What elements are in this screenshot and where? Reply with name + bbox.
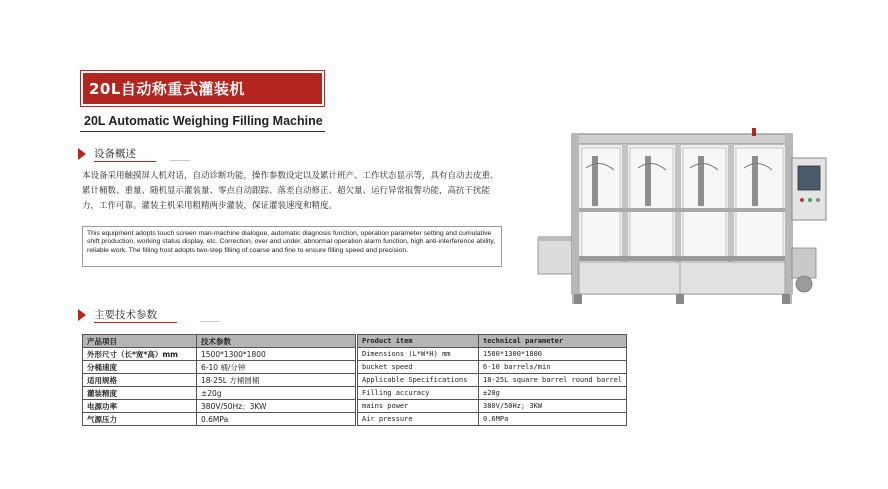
table-cell: 0.6MPa — [479, 413, 627, 426]
table-header-cell: Product item — [358, 335, 479, 348]
table-cell: 18-25L square barrel round barrel — [479, 374, 627, 387]
title-underline — [80, 131, 325, 132]
red-tag-icon — [78, 309, 86, 321]
table-cell: Filling accuracy — [358, 387, 479, 400]
table-cell: 6-10 桶/分钟 — [197, 361, 356, 374]
table-row — [83, 387, 356, 400]
table-row — [358, 374, 627, 387]
table-cell: Air pressure — [358, 413, 479, 426]
filling-machine-image — [530, 128, 830, 308]
table-header-cell: technical parameter — [479, 335, 627, 348]
table-header-cell: 技术参数 — [197, 335, 356, 348]
table-row — [83, 413, 356, 426]
title-en: 20L Automatic Weighing Filling Machine — [84, 114, 323, 128]
overview-description-cn: 本设备采用触摸屏人机对话，自动诊断功能，操作参数设定以及累计班产、工作状态显示等，具有自动去皮重、累计桶数、重量、随机显示灌装量、零点自动跟踪、落差自动修正、超欠量、运行异常报警功能，高抗干扰能力，工作可靠。灌装主机采用粗精两步灌装，保证灌装速度和精度。 — [82, 171, 499, 211]
table-row — [358, 400, 627, 413]
table-row — [358, 361, 627, 374]
table-row — [83, 374, 356, 387]
table-cell: 电源功率 — [83, 400, 197, 413]
title-banner — [80, 70, 325, 107]
table-cell: 18-25L 方桶圆桶 — [197, 374, 356, 387]
table-cell: 适用规格 — [83, 374, 197, 387]
table-cell: 1500*1300*1800 — [479, 348, 627, 361]
params-heading — [78, 307, 177, 323]
table-row — [358, 413, 627, 426]
divider — [200, 321, 220, 322]
overview-heading — [78, 146, 156, 162]
divider — [170, 160, 190, 161]
table-cell: 380V/50Hz；3KW — [197, 400, 356, 413]
table-row — [83, 400, 356, 413]
table-cell: 380V/50Hz; 3KW — [479, 400, 627, 413]
table-cell: 1500*1300*1800 — [197, 348, 356, 361]
table-cell: 灌装精度 — [83, 387, 197, 400]
title-cn: 20L自动称重式灌装机 — [83, 73, 322, 104]
table-cell: 外形尺寸（长*宽*高）mm — [83, 348, 197, 361]
table-cell: 6-10 barrels/min — [479, 361, 627, 374]
table-cell: Applicable Specifications — [358, 374, 479, 387]
overview-description-en: This equipment adopts touch screen man-machine dialogue, automatic diagnosis function, operation parameter setting and cumulative shift production, working status display, etc. Correction, over and under, abnormal operation alarm function, high anti-interference ability, reliable work. The filling host adopts two-step filling of coarse and fine to ensure filling speed and precision. — [82, 226, 502, 267]
table-cell: 0.6MPa — [197, 413, 356, 426]
table-cell: 分桶速度 — [83, 361, 197, 374]
table-row — [358, 348, 627, 361]
table-cell: 气源压力 — [83, 413, 197, 426]
spec-table-en — [357, 334, 627, 426]
table-header-row — [358, 335, 627, 348]
spec-table-cn — [82, 334, 356, 426]
red-tag-icon — [78, 148, 86, 160]
table-cell: ±20g — [197, 387, 356, 400]
table-header-row — [83, 335, 356, 348]
overview-heading-label: 设备概述 — [94, 146, 156, 162]
table-row — [83, 348, 356, 361]
table-cell: mains power — [358, 400, 479, 413]
table-cell: ±20g — [479, 387, 627, 400]
params-heading-label: 主要技术参数 — [94, 307, 177, 323]
table-header-cell: 产品项目 — [83, 335, 197, 348]
table-cell: Dimensions (L*W*H) mm — [358, 348, 479, 361]
table-row — [358, 387, 627, 400]
table-row — [83, 361, 356, 374]
table-cell: bucket speed — [358, 361, 479, 374]
